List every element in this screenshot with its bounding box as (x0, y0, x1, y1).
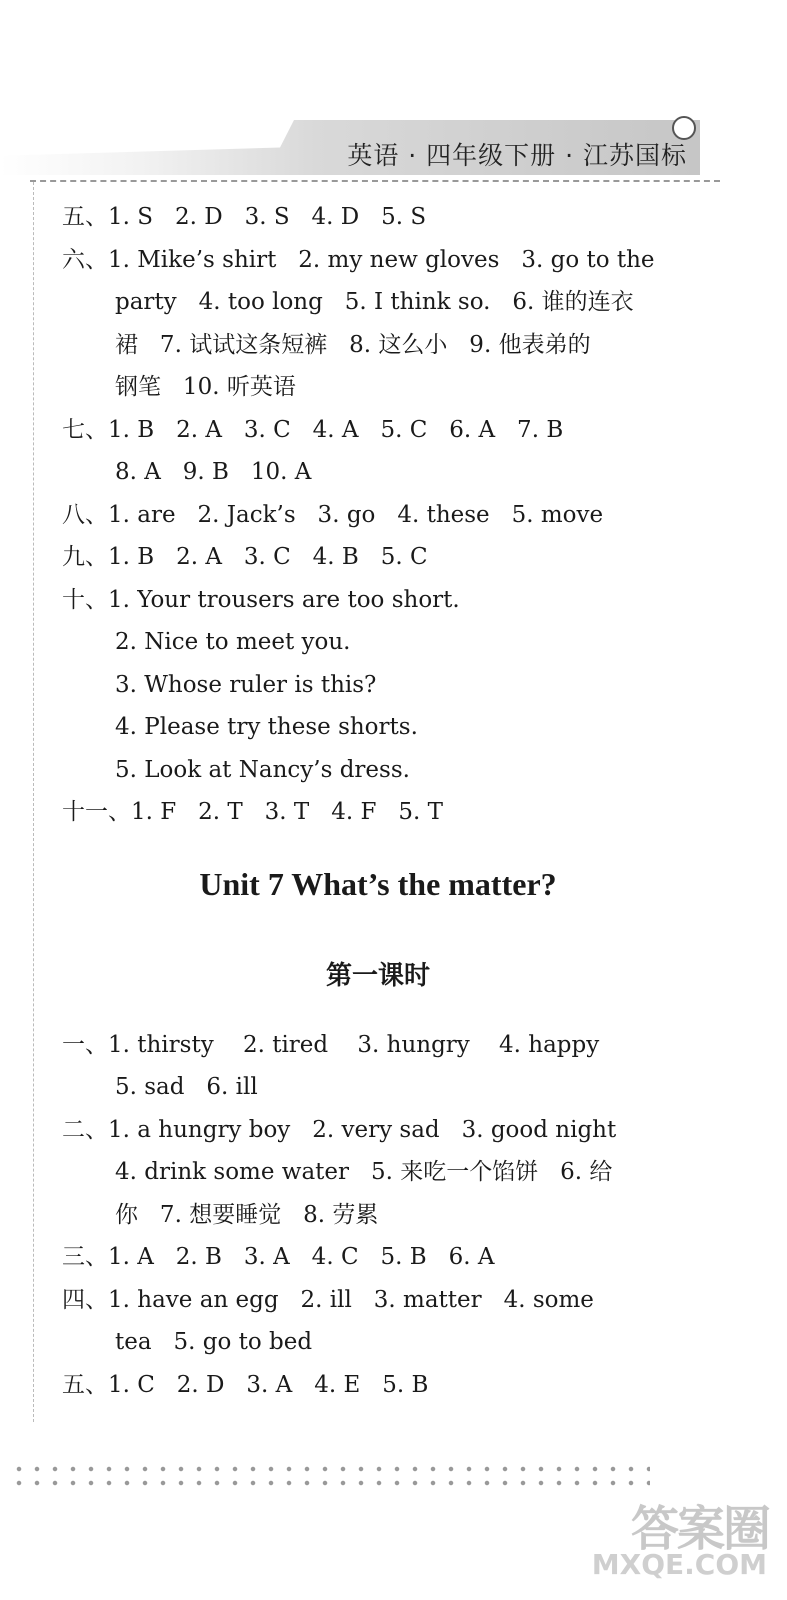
answer-line: 8. A 9. B 10. A (115, 459, 312, 485)
answer-line: 五、1. C 2. D 3. A 4. E 5. B (62, 1371, 429, 1398)
answer-line: 六、1. Mike’s shirt 2. my new gloves 3. go to the (62, 246, 655, 273)
answer-section (62, 1109, 702, 1237)
answer-section (62, 536, 702, 579)
answer-line: 4. drink some water 5. 来吃一个馅饼 6. 给 (115, 1159, 613, 1185)
answer-line: 八、1. are 2. Jack’s 3. go 4. these 5. move (62, 501, 604, 528)
header-divider (30, 180, 720, 182)
answer-section (62, 1236, 702, 1279)
watermark-logo: 答案圈 (630, 1501, 769, 1557)
answer-line: 七、1. B 2. A 3. C 4. A 5. C 6. A 7. B (62, 416, 564, 443)
unit-title: Unit 7 What’s the matter? (199, 865, 557, 902)
answer-line: 十、1. Your trousers are too short. (62, 586, 460, 613)
answer-line: 十一、1. F 2. T 3. T 4. F 5. T (62, 799, 443, 825)
answer-line: 四、1. have an egg 2. ill 3. matter 4. some (62, 1286, 594, 1313)
answer-section (62, 409, 702, 494)
footer-dots-decoration (10, 1462, 650, 1492)
answer-line: 裙 7. 试试这条短裤 8. 这么小 9. 他表弟的 (115, 331, 591, 358)
answer-section (62, 1364, 702, 1407)
answer-line: 3. Whose ruler is this? (115, 671, 377, 698)
answer-line: 二、1. a hungry boy 2. very sad 3. good night (62, 1116, 617, 1143)
lesson-title: 第一课时 (325, 960, 430, 991)
answer-line: 4. Please try these shorts. (115, 714, 418, 740)
watermark (579, 1490, 769, 1590)
answer-line: 2. Nice to meet you. (115, 629, 351, 655)
answer-line: 钢笔 10. 听英语 (115, 374, 296, 400)
answer-section (62, 1024, 702, 1109)
answer-line: party 4. too long 5. I think so. 6. 谁的连衣 (115, 289, 634, 315)
page-header-title: 英语 · 四年级下册 · 江苏国标 (347, 141, 687, 170)
watermark-url: MXQE.COM (591, 1548, 767, 1581)
answer-section (62, 239, 702, 409)
answer-section (62, 494, 702, 537)
answer-section (62, 579, 702, 792)
answer-line: 5. Look at Nancy’s dress. (115, 756, 410, 783)
answer-section (62, 196, 702, 239)
margin-line (33, 182, 34, 1422)
answer-line: tea 5. go to bed (115, 1329, 313, 1355)
answer-line: 5. sad 6. ill (115, 1074, 258, 1100)
answer-section (62, 1279, 702, 1364)
answers-previous-unit (62, 196, 702, 834)
header-circle-decoration (672, 116, 696, 140)
answers-lesson-one (62, 1024, 702, 1407)
answer-line: 你 7. 想要睡觉 8. 劳累 (115, 1201, 379, 1228)
answer-line: 五、1. S 2. D 3. S 4. D 5. S (62, 204, 427, 230)
answer-line: 一、1. thirsty 2. tired 3. hungry 4. happy (62, 1031, 600, 1058)
answer-content (62, 196, 702, 1406)
answer-line: 三、1. A 2. B 3. A 4. C 5. B 6. A (62, 1244, 495, 1270)
answer-section (62, 791, 702, 834)
answer-line: 九、1. B 2. A 3. C 4. B 5. C (62, 544, 428, 570)
